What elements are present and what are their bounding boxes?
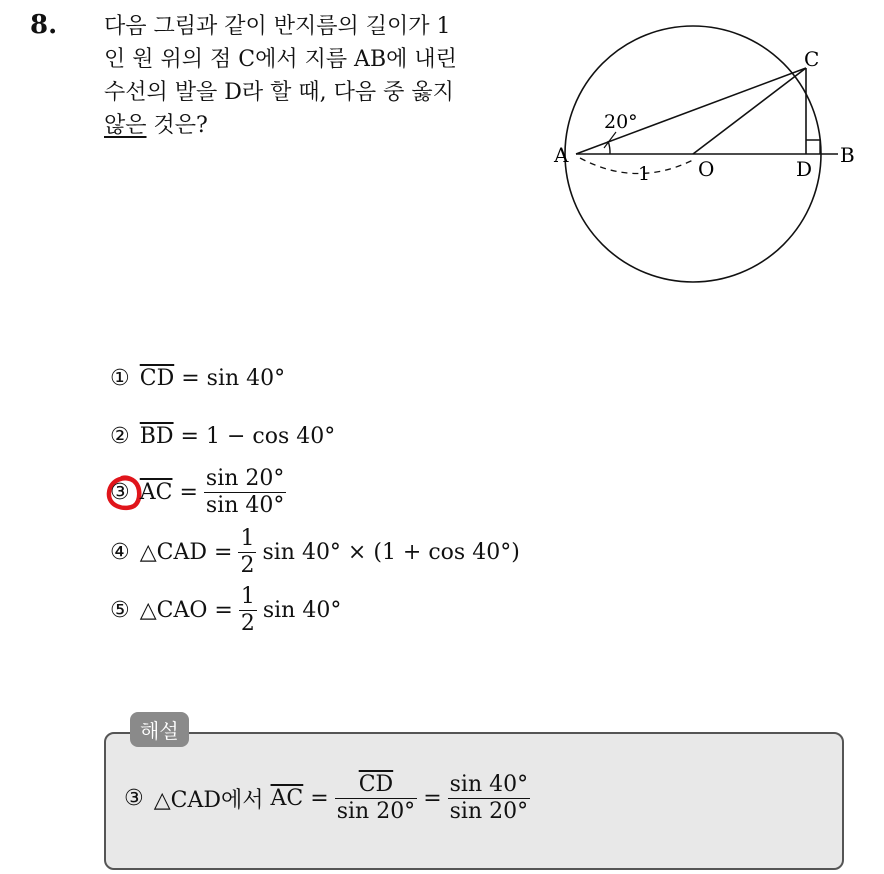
choice-eq: = (180, 424, 199, 449)
radius-dash (580, 158, 693, 174)
choice-eq: = (214, 540, 233, 565)
question-number: 8. (30, 10, 58, 40)
fraction (335, 772, 417, 825)
fraction (239, 584, 257, 637)
fraction-denominator: sin 20° (449, 799, 529, 824)
choice-number: ⑤ (110, 598, 130, 623)
choice-number: ③ (110, 480, 130, 505)
choice-3[interactable] (110, 466, 292, 519)
fraction-denominator: 2 (240, 553, 255, 578)
choice-eq: = (181, 366, 200, 391)
fraction (238, 526, 256, 579)
choice-2[interactable] (110, 424, 335, 449)
label-c: C (804, 47, 820, 71)
choice-rhs: 1 − cos 40° (205, 424, 336, 449)
solution-eq1: = (310, 786, 329, 811)
question-line (104, 109, 534, 142)
fraction (204, 466, 286, 519)
fraction (448, 772, 530, 825)
choice-number: ① (110, 366, 130, 391)
underlined-word: 않은 (104, 113, 147, 138)
fraction-denominator: 2 (240, 611, 255, 636)
choice-eq: = (214, 598, 233, 623)
choice-rest: sin 40° × (1 + cos 40°) (262, 540, 520, 565)
label-angle: 20° (604, 111, 638, 133)
choice-rest: sin 40° (262, 598, 342, 623)
fraction-numerator: $\overline{CD}$ (358, 772, 394, 797)
solution-lhs: $\overline{AC}$ (270, 786, 304, 811)
solution-number: ③ (124, 786, 144, 811)
choice-number: ④ (110, 540, 130, 565)
circle-figure (548, 8, 855, 298)
choice-lhs: $\overline{BD}$ (139, 424, 174, 449)
question-line: 인 원 위의 점 C에서 지름 AB에 내린 (104, 47, 457, 72)
choice-eq: = (179, 480, 198, 505)
fraction-numerator: sin 40° (449, 772, 529, 797)
choice-lhs: $\overline{CD}$ (139, 366, 175, 391)
choice-1[interactable] (110, 366, 285, 391)
segment-oc (693, 68, 806, 154)
label-a: A (554, 143, 569, 167)
choice-lhs: $\overline{AC}$ (139, 480, 173, 505)
choice-lhs: △CAD (139, 540, 208, 565)
label-o: O (698, 157, 715, 181)
fraction-numerator: sin 20° (205, 466, 285, 491)
fraction-numerator: 1 (240, 584, 255, 609)
fraction-denominator: sin 40° (205, 493, 285, 518)
label-b: B (840, 143, 855, 167)
label-d: D (796, 157, 813, 181)
question-line-rest: 것은? (146, 113, 208, 138)
solution-eq2: = (423, 786, 442, 811)
fraction-denominator: sin 20° (336, 799, 416, 824)
label-radius: 1 (638, 163, 651, 185)
choice-rhs: sin 40° (206, 366, 286, 391)
solution-tag: 해설 (130, 712, 189, 747)
solution-prefix: △CAD에서 (153, 788, 264, 813)
choice-4[interactable] (110, 526, 520, 579)
question-line: 수선의 발을 D라 할 때, 다음 중 옳지 (104, 80, 454, 105)
fraction-numerator: 1 (240, 526, 255, 551)
question-line: 다음 그림과 같이 반지름의 길이가 1 (104, 14, 451, 39)
solution-text (124, 772, 536, 825)
choice-lhs: △CAO (139, 598, 208, 623)
choice-5[interactable] (110, 584, 341, 637)
question-text (104, 10, 534, 142)
choice-number: ② (110, 424, 130, 449)
right-angle-mark (806, 140, 820, 154)
